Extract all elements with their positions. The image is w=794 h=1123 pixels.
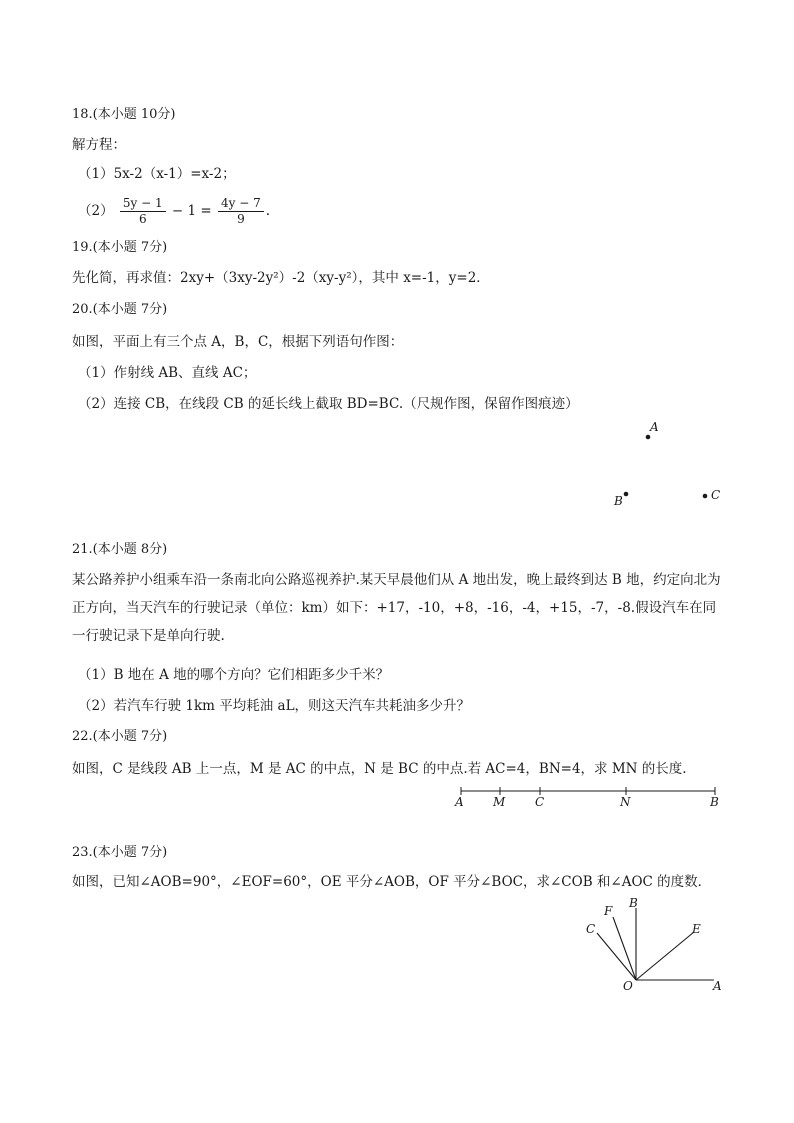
ray-oe [636,932,694,980]
q19-text: 先化简，再求值：2xy+（3xy-2y²）-2（xy-y²），其中 x=-1，y=2． [72,270,490,286]
q18-frac1-numerator: 5y − 1 [120,196,166,212]
q18-instruction: 解方程： [72,137,126,153]
q18-frac2-denominator: 9 [237,212,245,226]
label-e: E [692,922,701,936]
q20-part1: （1）作射线 AB、直线 AC； [78,365,257,381]
q23-figure [597,908,714,980]
label-a: A [455,795,464,809]
q21-part2: （2）若汽车行驶 1km 平均耗油 aL，则这天汽车共耗油多少升？ [78,698,471,714]
q20-part2: （2）连接 CB，在线段 CB 的延长线上截取 BD=BC.（尺规作图，保留作图痕迹） [78,396,579,412]
point-c-label: C [711,488,721,502]
q18-part2-end: . [265,203,271,219]
q21-heading: 21.(本小题 8分) [72,542,168,557]
q21-paragraph: 某公路养护小组乘车沿一条南北向公路巡视养护.某天早晨他们从 A 地出发，晚上最终到达 B 地，约定向北为正方向，当天汽车的行驶记录（单位：km）如下：+17，-10，+8，-16，-4，+15，-7，-8.假设汽车在同一行驶记录下是单向行驶. [72,572,721,644]
q18-part2-middle: − 1 = [171,203,212,219]
q18-frac1-denominator: 6 [138,212,147,226]
q18-frac2-numerator: 4y − 7 [218,196,264,212]
label-b: B [710,795,719,809]
q18-heading: 18.(本小题 10分) [72,107,176,122]
q20-intro: 如图，平面上有三个点 A，B，C，根据下列语句作图： [72,334,404,350]
q22-heading: 22.(本小题 7分) [72,729,168,744]
label-c: C [535,795,545,809]
q20-figure [613,420,720,508]
q21-part1: （1）B 地在 A 地的哪个方向？它们相距多少千米？ [78,667,390,683]
q20-heading: 20.(本小题 7分) [72,302,168,317]
q18-part1-label: （1） [78,166,114,182]
q23-heading: 23.(本小题 7分) [72,845,168,860]
point-b-dot [624,492,629,497]
label-n: N [620,795,631,809]
q18-part2-label: （2） [78,203,114,219]
q22-figure [461,787,715,795]
ray-oc [597,933,636,980]
q22-labels [454,795,719,809]
q22-text: 如图，C 是线段 AB 上一点，M 是 AC 的中点，N 是 BC 的中点.若 AC=4，BN=4，求 MN 的长度. [72,761,687,777]
point-a-dot [646,435,651,440]
q23-text: 如图，已知∠AOB=90°，∠EOF=60°，OE 平分∠AOB，OF 平分∠BOC，求∠COB 和∠AOC 的度数． [72,874,712,890]
point-a-label: A [650,420,659,434]
ray-of [613,917,636,980]
label-f: F [604,904,613,918]
point-b-label: B [614,494,623,508]
point-c-dot [703,494,708,499]
label-b: B [629,896,638,910]
q19-heading: 19.(本小题 7分) [72,240,168,255]
label-a: A [713,979,722,993]
label-c: C [586,922,596,936]
q18-part1-expr: 5x-2（x-1）=x-2； [113,166,236,182]
label-m: M [493,795,506,809]
label-o: O [623,979,633,993]
